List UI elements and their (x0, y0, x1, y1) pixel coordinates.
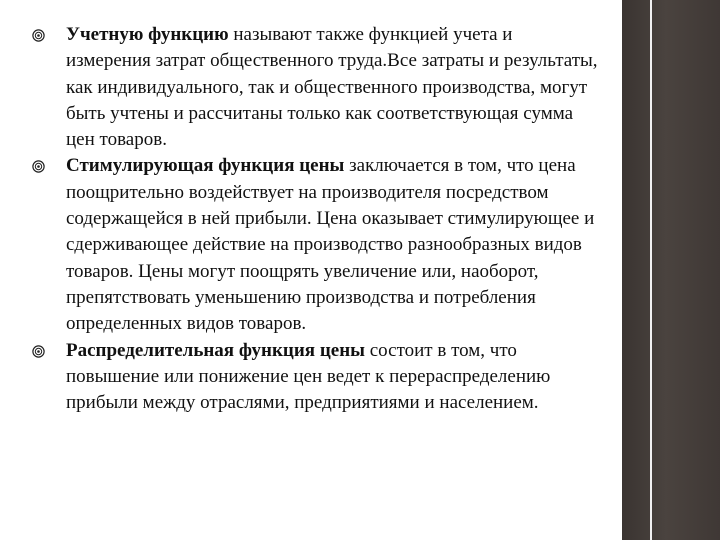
bullet-text: состоит в том, что повышение или понижение цен ведет к перераспределению прибыли между отраслями, предприятиями и населением. (66, 339, 551, 414)
bullet-item-stimulating-function (42, 153, 602, 337)
bullet-heading: Распределительная функция цены (66, 339, 365, 361)
bullet-heading: Стимулирующая функция цены (66, 155, 345, 177)
decorative-side-stripe (650, 0, 652, 540)
bullet-heading: Учетную функцию (66, 24, 229, 45)
circled-bullet-icon (32, 29, 45, 42)
bullet-list (42, 22, 602, 416)
bullet-item-accounting-function (42, 22, 602, 153)
circled-bullet-icon (32, 160, 45, 173)
bullet-text: называют также функцией учета и измерения затрат общественного труда.Все затраты и результаты, как индивидуального, так и общественного производства, могут быть учтены и рассчитаны только как соответствующая сумма цен товаров. (66, 24, 598, 151)
bullet-item-distributive-function (42, 338, 602, 417)
bullet-text: заключается в том, что цена поощрительно воздействует на производителя посредством содержащейся в ней прибыли. Цена оказывает стимулирующее и сдерживающее действие на производство разнообразных видов товаров. Цены могут поощрять увеличение или, наоборот, препятствовать уменьшению производства и потребления определенных видов товаров. (66, 155, 595, 335)
decorative-side-panel (622, 0, 720, 540)
circled-bullet-icon (32, 345, 45, 358)
